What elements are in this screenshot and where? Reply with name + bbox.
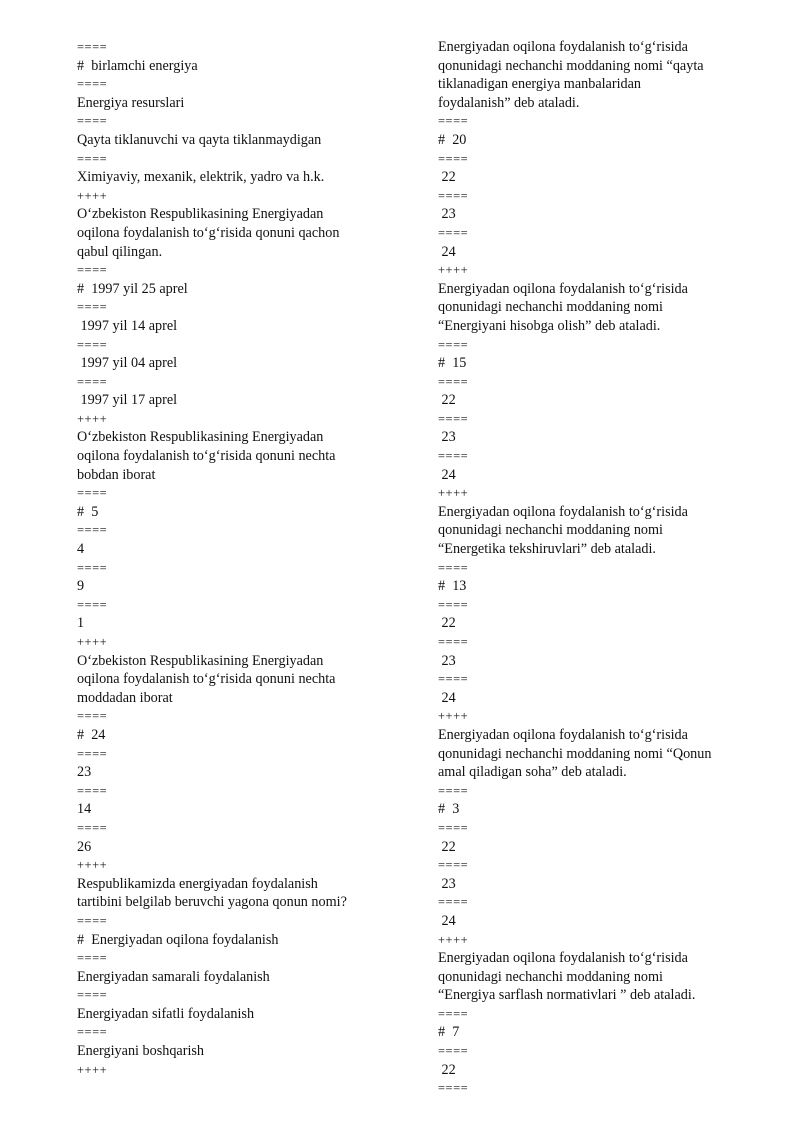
option-separator: ==== (438, 635, 469, 649)
text-line: moddadan iborat (77, 689, 173, 706)
left-column (77, 38, 407, 1079)
text-line: Energiyani boshqarish (77, 1043, 205, 1060)
text-line: 22 (438, 392, 456, 409)
option-separator: ==== (77, 374, 108, 389)
option-separator: ==== (77, 988, 108, 1003)
text-line: Energiyadan samarali foydalanish (77, 968, 270, 985)
option-separator: ==== (77, 523, 108, 538)
question-separator: ++++ (77, 858, 108, 873)
text-line: 24 (438, 912, 456, 929)
option-separator: ==== (438, 597, 469, 612)
option-separator: ==== (77, 337, 108, 352)
correct-answer-line: # 24 (77, 726, 106, 743)
text-line: Ximiyaviy, mexanik, elektrik, yadro va h.k. (77, 169, 325, 186)
text-line: O‘zbekiston Respublikasining Energiyadan (77, 652, 324, 669)
text-line: Energiyadan oqilona foydalanish to‘g‘risida (438, 280, 688, 297)
text-line: bobdan iborat (77, 466, 156, 483)
text-line: oqilona foydalanish to‘g‘risida qonuni nechta (77, 671, 336, 688)
correct-answer-line: # Energiyadan oqilona foydalanish (77, 931, 279, 948)
option-separator: ==== (438, 858, 469, 873)
text-line: tartibini belgilab beruvchi yagona qonun nomi? (77, 894, 347, 911)
option-separator: ==== (77, 151, 108, 166)
text-line: Energiyadan sifatli foydalanish (77, 1005, 255, 1022)
option-separator: ==== (438, 672, 469, 687)
option-separator: ==== (438, 895, 469, 910)
option-separator: ==== (77, 951, 108, 966)
option-separator: ==== (438, 114, 469, 129)
option-separator: ==== (438, 188, 469, 203)
correct-answer-line: # 5 (77, 503, 99, 520)
text-line: Respublikamizda energiyadan foydalanish (77, 875, 318, 892)
option-separator: ==== (438, 225, 469, 240)
text-line: 4 (77, 541, 85, 558)
option-separator: ==== (77, 783, 108, 798)
text-line: O‘zbekiston Respublikasining Energiyadan (77, 429, 324, 446)
correct-answer-line: # 15 (438, 355, 467, 372)
text-line: 24 (438, 689, 456, 706)
text-line: 23 (438, 875, 456, 892)
correct-answer-line: # 3 (438, 801, 460, 818)
correct-answer-line: # 1997 yil 25 aprel (77, 280, 188, 297)
text-line: 23 (438, 652, 456, 669)
text-line: “Energetika tekshiruvlari” deb ataladi. (438, 541, 656, 558)
option-separator: ==== (77, 709, 108, 724)
question-separator: ++++ (438, 263, 469, 278)
option-separator: ==== (77, 77, 108, 92)
text-line: 1997 yil 14 aprel (77, 317, 178, 334)
correct-answer-line: # 13 (438, 578, 467, 595)
option-separator: ==== (77, 263, 108, 278)
question-separator: ++++ (77, 411, 108, 426)
text-line: 26 (77, 838, 92, 855)
option-separator: ==== (438, 820, 469, 835)
text-line: oqilona foydalanish to‘g‘risida qonuni nechta (77, 448, 336, 465)
text-line: 22 (438, 838, 456, 855)
option-separator: ==== (77, 114, 108, 129)
text-line: 23 (438, 429, 456, 446)
option-separator: ==== (438, 337, 469, 352)
text-line: qonunidagi nechanchi moddaning nomi (438, 522, 663, 539)
correct-answer-line: # 7 (438, 1024, 460, 1041)
text-line: oqilona foydalanish to‘g‘risida qonuni qachon (77, 224, 340, 241)
question-separator: ++++ (77, 1062, 108, 1077)
text-line: Energiyadan oqilona foydalanish to‘g‘risida (438, 503, 688, 520)
option-separator: ==== (77, 597, 108, 612)
text-line: qonunidagi nechanchi moddaning nomi (438, 299, 663, 316)
text-line: 22 (438, 615, 456, 632)
text-line: “Energiya sarflash normativlari ” deb ataladi. (438, 987, 696, 1004)
option-separator: ==== (77, 913, 108, 928)
text-line: O‘zbekiston Respublikasining Energiyadan (77, 206, 324, 223)
question-separator: ++++ (77, 635, 108, 649)
option-separator: ==== (438, 1044, 469, 1059)
text-line: qonunidagi nechanchi moddaning nomi “Qonun (438, 745, 712, 762)
text-line: Energiyadan oqilona foydalanish to‘g‘risida (438, 950, 688, 967)
text-line: qonunidagi nechanchi moddaning nomi “qayta (438, 57, 704, 74)
option-separator: ==== (77, 1025, 108, 1040)
text-line: 23 (438, 206, 456, 223)
text-line: Energiya resurslari (77, 94, 185, 111)
option-separator: ==== (77, 486, 108, 501)
option-separator: ==== (77, 746, 108, 761)
option-separator: ==== (77, 40, 108, 54)
question-separator: ++++ (77, 188, 108, 203)
text-line: 14 (77, 801, 92, 818)
text-line: qonunidagi nechanchi moddaning nomi (438, 968, 663, 985)
option-separator: ==== (77, 560, 108, 575)
option-separator: ==== (438, 1006, 469, 1021)
option-separator: ==== (77, 820, 108, 835)
text-line: tiklanadigan energiya manbalaridan (438, 76, 642, 93)
text-line: 24 (438, 243, 456, 260)
right-column (438, 38, 758, 1098)
question-separator: ++++ (438, 932, 469, 947)
option-separator: ==== (77, 300, 108, 315)
text-line: 22 (438, 169, 456, 186)
text-line: Energiyadan oqilona foydalanish to‘g‘risida (438, 39, 688, 55)
question-separator: ++++ (438, 486, 469, 501)
option-separator: ==== (438, 374, 469, 389)
text-line: 23 (77, 764, 92, 781)
option-separator: ==== (438, 449, 469, 464)
text-line: 9 (77, 578, 85, 595)
option-separator: ==== (438, 560, 469, 575)
option-separator: ==== (438, 1081, 469, 1096)
text-line: foydalanish” deb ataladi. (438, 94, 580, 111)
text-line: 24 (438, 466, 456, 483)
correct-answer-line: # 20 (438, 131, 467, 148)
option-separator: ==== (438, 783, 469, 798)
text-line: “Energiyani hisobga olish” deb ataladi. (438, 317, 661, 334)
correct-answer-line: # birlamchi energiya (77, 57, 198, 74)
text-line: Qayta tiklanuvchi va qayta tiklanmaydigan (77, 131, 322, 148)
text-line: 1997 yil 17 aprel (77, 392, 178, 409)
text-line: 1997 yil 04 aprel (77, 355, 178, 372)
text-line: qabul qilingan. (77, 243, 163, 260)
question-separator: ++++ (438, 709, 469, 724)
option-separator: ==== (438, 411, 469, 426)
text-line: 22 (438, 1061, 456, 1078)
option-separator: ==== (438, 151, 469, 166)
text-line: Energiyadan oqilona foydalanish to‘g‘risida (438, 726, 688, 743)
text-line: amal qiladigan soha” deb ataladi. (438, 764, 627, 781)
text-line: 1 (77, 615, 85, 632)
